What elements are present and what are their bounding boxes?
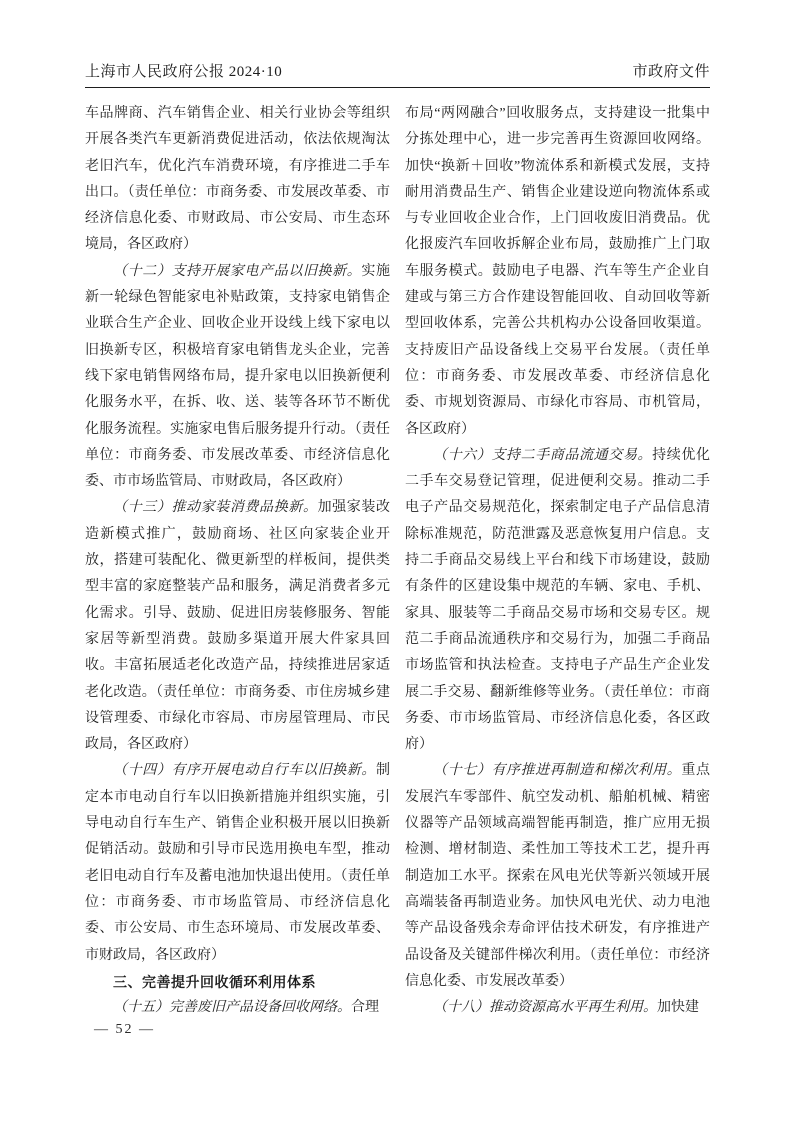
right-column [405, 101, 710, 1021]
clause-15-text: 合理 [351, 1000, 379, 1016]
paragraph-clause-16 [405, 443, 710, 759]
paragraph-clause-14 [85, 758, 390, 968]
clause-17-text: 重点发展汽车零部件、航空发动机、船舶机械、精密仪器等产品领域高端智能再制造，推广应用无损检测、增材制造、柔性加工等技术工艺，提升再制造加工水平。探索在风电光伏等新兴领域开展高端装备再制造业务。加快风电光伏、动力电池等产品设备残余寿命评估技术研发，有序推进产品设备及关键部件梯次利用。（责任单位：市经济信息化委、市发展改革委） [405, 763, 711, 989]
document-category-label: 市政府文件 [632, 64, 710, 80]
paragraph-clause-13 [85, 495, 390, 758]
clause-12-heading: （十二）支持开展家电产品以旧换新。 [113, 263, 362, 279]
page-header [85, 60, 710, 81]
clause-15-heading: （十五）完善废旧产品设备回收网络。 [113, 1000, 351, 1016]
clause-14-heading: （十四）有序开展电动自行车以旧换新。 [113, 763, 376, 779]
section-heading-3: 三、完善提升回收循环利用体系 [113, 973, 316, 990]
clause-14-text: 制定本市电动自行车以旧换新措施并组织实施，引导电动自行车生产、销售企业积极开展以旧换新促销活动。鼓励和引导市民选用换电车型，推动老旧电动自行车及蓄电池加快退出使用。（责任单位：市商务委、市市场监管局、市经济信息化委、市公安局、市生态环境局、市发展改革委、市财政局，各区政府） [85, 763, 390, 963]
header-rule [85, 87, 710, 88]
paragraph-text: 布局“两网融合”回收服务点，支持建设一批集中分拣处理中心，进一步完善再生资源回收网络。加快“换新＋回收”物流体系和新模式发展，支持耐用消费品生产、销售企业建设逆向物流体系或与专业回收企业合作，上门回收废旧消费品。优化报废汽车回收拆解企业布局，鼓励推广上门取车服务模式。鼓励电子电器、汽车等生产企业自建或与第三方合作建设智能回收、自动回收等新型回收体系，完善公共机构办公设备回收渠道。支持废旧产品设备线上交易平台发展。（责任单位：市商务委、市发展改革委、市经济信息化委、市规划资源局、市绿化市容局、市机管局，各区政府） [405, 106, 710, 437]
paragraph-clause-18 [405, 995, 710, 1021]
paragraph-clause-15 [85, 995, 390, 1021]
paragraph-continuation [405, 101, 710, 443]
gazette-title: 上海市人民政府公报 2024·10 [85, 64, 283, 80]
document-body [85, 101, 710, 1021]
left-column [85, 101, 390, 1021]
clause-13-heading: （十三）推动家装消费品换新。 [113, 500, 318, 516]
paragraph-clause-17 [405, 758, 710, 995]
clause-18-heading: （十八）推动资源高水平再生利用。 [433, 1000, 657, 1016]
clause-18-text: 加快建 [657, 1000, 699, 1016]
clause-12-text: 实施新一轮绿色智能家电补贴政策，支持家电销售企业联合生产企业、回收企业开设线上线下家电以旧换新专区，积极培育家电销售龙头企业，完善线下家电销售网络布局，提升家电以旧换新便利化服务水平，在拆、收、送、装等各环节不断优化服务流程。实施家电售后服务提升行动。（责任单位：市商务委、市发展改革委、市经济信息化委、市市场监管局、市财政局，各区政府） [85, 263, 391, 490]
paragraph-clause-12 [85, 259, 390, 496]
page-number: — 52 — [94, 1022, 155, 1037]
clause-13-text: 加强家装改造新模式推广，鼓励商场、社区向家装企业开放，搭建可装配化、微更新型的样板间，提供类型丰富的家庭整装产品和服务，满足消费者多元化需求。引导、鼓励、促进旧房装修服务、智能家居等新型消费。鼓励多渠道开展大件家具回收。丰富拓展适老化改造产品，持续推进居家适老化改造。（责任单位：市商务委、市住房城乡建设管理委、市绿化市容局、市房屋管理局、市民政局，各区政府） [85, 500, 391, 753]
paragraph-text: 车品牌商、汽车销售企业、相关行业协会等组织开展各类汽车更新消费促进活动，依法依规淘汰老旧汽车，优化汽车消费环境，有序推进二手车出口。（责任单位：市商务委、市发展改革委、市经济信息化委、市财政局、市公安局、市生态环境局，各区政府） [85, 106, 390, 253]
clause-17-heading: （十七）有序推进再制造和梯次利用。 [433, 763, 682, 779]
clause-16-text: 持续优化二手车交易登记管理，促进便利交易。推动二手电子产品交易规范化，探索制定电子产品信息清除标准规范，防范泄露及恶意恢复用户信息。支持二手商品交易线上平台和线下市场建设，鼓励有条件的区建设集中规范的车辆、家电、手机、家具、服装等二手商品交易市场和交易专区。规范二手商品流通秩序和交易行为，加强二手商品市场监管和执法检查。支持电子产品生产企业发展二手交易、翻新维修等业务。（责任单位：市商务委、市市场监管局、市经济信息化委，各区政府） [405, 447, 711, 753]
clause-16-heading: （十六）支持二手商品流通交易。 [433, 447, 653, 463]
paragraph-continuation [85, 101, 390, 259]
